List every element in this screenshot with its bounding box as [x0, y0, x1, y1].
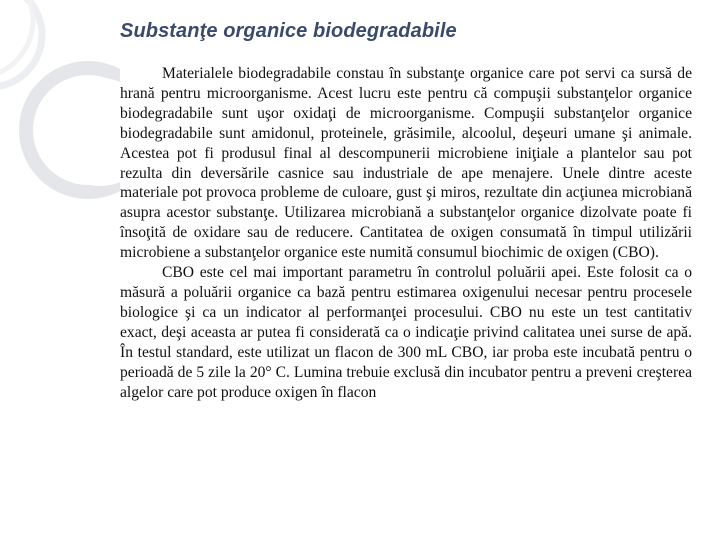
- paragraph-1: Materialele biodegradabile constau în substanţe organice care pot servi ca sursă de hrană pentru microorganisme. Acest lucru este pentru că compuşii substanţelor organice biodegradabile sunt uşor oxidaţi de microorganisme. Compuşii substanţelor organice biodegradabile sunt amidonul, proteinele, grăsimile, alcoolul, deşeuri umane şi animale. Acestea pot fi produsul final al descompunerii microbiene iniţiale a plantelor sau pot rezulta din deversările casnice sau industriale de ape menajere. Unele dintre aceste materiale pot provoca probleme de culoare, gust şi miros, rezultate din acţiunea microbiană asupra acestor substanţe. Utilizarea microbiană a substanţelor organice dizolvate poate fi însoţită de oxidare sau de reducere. Cantitatea de oxigen consumată în timpul utilizării microbiene a substanţelor organice este numită consumul biochimic de oxigen (CBO).: [120, 65, 692, 262]
- slide-title: Substanţe organice biodegradabile: [120, 20, 457, 42]
- decorative-circles-icon: [0, 0, 120, 260]
- slide-body: [120, 64, 692, 402]
- paragraph-2: CBO este cel mai important parametru în controlul poluării apei. Este folosit ca o măsură a poluării organice ca bază pentru estimarea oxigenului necesar pentru procesele biologice şi ca un indicator al performanţei procesului. CBO nu este un test cantitativ exact, deşi aceasta ar putea fi considerată ca o indicaţie privind calitatea unei surse de apă. În testul standard, este utilizat un flacon de 300 mL CBO, iar proba este incubată pentru o perioadă de 5 zile la 20° C. Lumina trebuie exclusă din incubator pentru a preveni creşterea algelor care pot produce oxigen în flacon: [120, 264, 692, 401]
